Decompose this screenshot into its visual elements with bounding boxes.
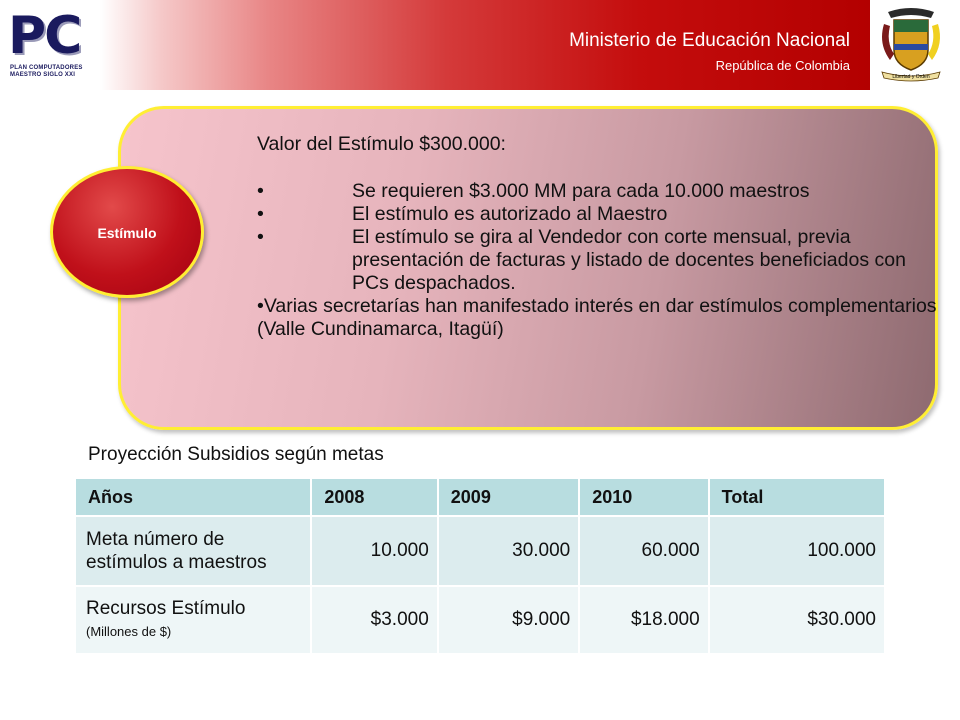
coat-motto: Libertad y Orden bbox=[892, 74, 930, 80]
projection-table bbox=[76, 479, 886, 653]
table-row bbox=[76, 586, 885, 653]
bullet-note bbox=[257, 295, 937, 341]
row-label-cell bbox=[76, 586, 311, 653]
bullet-text: Se requieren $3.000 MM para cada 10.000 maestros bbox=[352, 180, 810, 202]
bullet-icon: • bbox=[257, 180, 264, 202]
header-2008: 2008 bbox=[311, 479, 437, 516]
coat-of-arms-icon bbox=[876, 4, 946, 86]
table-cell: $9.000 bbox=[438, 586, 579, 653]
ministry-title: Ministerio de Educación Nacional bbox=[569, 30, 850, 51]
header-2009: 2009 bbox=[438, 479, 579, 516]
header-total: Total bbox=[709, 479, 885, 516]
table-cell: 10.000 bbox=[311, 516, 437, 586]
stimulus-value-title: Valor del Estímulo $300.000: bbox=[257, 133, 506, 155]
table-cell: 30.000 bbox=[438, 516, 579, 586]
header-2010: 2010 bbox=[579, 479, 708, 516]
table-cell: $3.000 bbox=[311, 586, 437, 653]
table-cell: $18.000 bbox=[579, 586, 708, 653]
bullet-icon: • bbox=[257, 226, 264, 248]
table-row bbox=[76, 516, 885, 586]
bullet-text: El estímulo es autorizado al Maestro bbox=[352, 203, 668, 225]
logo-subtitle-2: MAESTRO SIGLO XXI bbox=[10, 72, 76, 78]
projection-title: Proyección Subsidios según metas bbox=[88, 444, 384, 465]
bullet-item bbox=[257, 180, 937, 203]
table-cell: 100.000 bbox=[709, 516, 885, 586]
stimulus-badge bbox=[50, 166, 204, 298]
row-label: Recursos Estímulo bbox=[86, 598, 246, 619]
bullet-item bbox=[257, 226, 937, 295]
logo-subtitle-1: PLAN COMPUTADORES bbox=[10, 65, 83, 71]
ministry-subtitle: República de Colombia bbox=[715, 58, 850, 73]
bullet-note-text: Varias secretarías han manifestado interés en dar estímulos complementarios (Valle Cundinamarca, Itagüí) bbox=[257, 295, 937, 340]
bullet-text: El estímulo se gira al Vendedor con corte mensual, previa presentación de facturas y listado de docentes beneficiados con PCs despachados. bbox=[352, 226, 906, 294]
table-cell: $30.000 bbox=[709, 586, 885, 653]
callout-text bbox=[257, 133, 937, 341]
row-label: Meta número de estímulos a maestros bbox=[76, 516, 311, 586]
header bbox=[0, 0, 960, 90]
bullet-icon: • bbox=[257, 203, 264, 225]
table-header-row bbox=[76, 479, 885, 516]
header-years: Años bbox=[76, 479, 311, 516]
logo-mark: PC bbox=[8, 6, 81, 66]
badge-label: Estímulo bbox=[97, 225, 157, 241]
table-cell: 60.000 bbox=[579, 516, 708, 586]
bullet-item bbox=[257, 203, 937, 226]
row-sublabel: (Millones de $) bbox=[86, 624, 172, 639]
bullet-icon: • bbox=[257, 295, 264, 317]
pc-logo bbox=[8, 6, 92, 82]
